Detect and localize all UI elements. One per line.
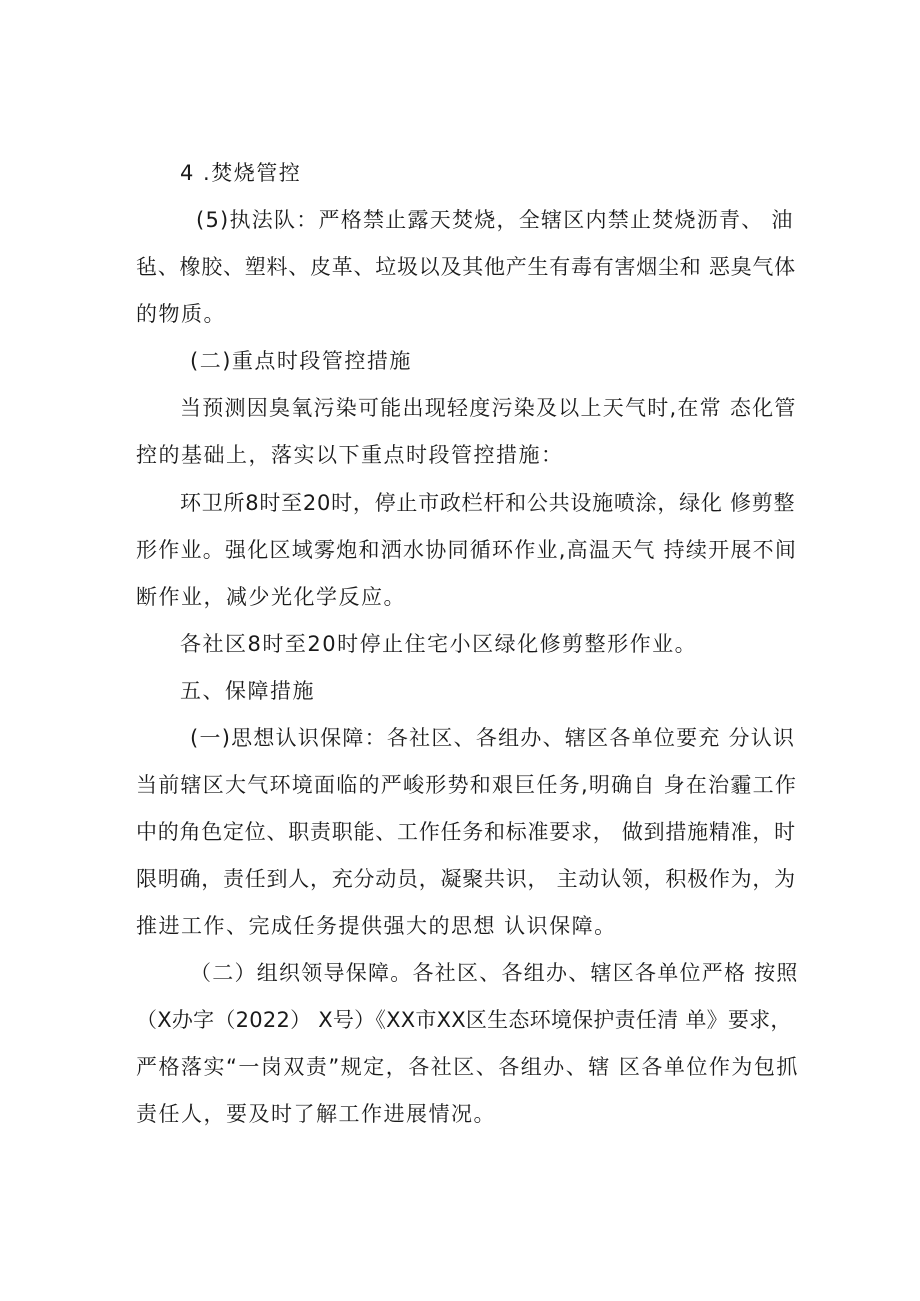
paragraph-line: (5)执法队：严格禁止露天焚烧，全辖区内禁止焚烧沥青、 油 <box>196 208 794 232</box>
paragraph-line: 的物质。 <box>136 302 226 326</box>
paragraph-line: 控的基础上，落实以下重点时段管控措施： <box>136 443 564 467</box>
paragraph-line: 断作业，减少光化学反应。 <box>136 585 406 609</box>
paragraph-line: 推进工作、完成任务提供强大的思想 认识保障。 <box>136 914 617 938</box>
paragraph-line: (一)思想认识保障：各社区、各组办、辖区各单位要充 分认识 <box>190 726 796 750</box>
paragraph-line: 限明确，责任到人，充分动员，凝聚共识， 主动认领，积极作为，为 <box>136 867 796 891</box>
paragraph-line: （二）组织领导保障。各社区、各组办、辖区各单位严格 按照 <box>190 961 799 985</box>
paragraph-line: 各社区8时至20时停止住宅小区绿化修剪整形作业。 <box>180 632 698 656</box>
paragraph-line: 毡、橡胶、塑料、皮革、垃圾以及其他产生有毒有害烟尘和 恶臭气体 <box>136 255 796 279</box>
paragraph-line: 环卫所8时至20时，停止市政栏杆和公共设施喷涂，绿化 修剪整 <box>180 491 796 515</box>
paragraph-line: 形作业。强化区域雾炮和洒水协同循环作业,高温天气 持续开展不间 <box>136 538 798 562</box>
paragraph-line: 严格落实“一岗双责”规定，各社区、各组办、辖 区各单位作为包抓 <box>136 1055 799 1079</box>
paragraph-line: 当预测因臭氧污染可能出现轻度污染及以上天气时,在常 态化管 <box>180 396 797 420</box>
section-heading-safeguard-measures: 五、保障措施 <box>180 679 315 703</box>
paragraph-line: 责任人，要及时了解工作进展情况。 <box>136 1102 496 1126</box>
paragraph-line: （X办字（2022） X号）《XX市XX区生态环境保护责任清 单》要求， <box>136 1008 792 1032</box>
paragraph-line: 当前辖区大气环境面临的严峻形势和艰巨任务,明确自 身在治霾工作 <box>136 773 798 797</box>
section-heading-burning-control: 4 .焚烧管控 <box>180 161 302 185</box>
paragraph-line: 中的角色定位、职责职能、工作任务和标准要求， 做到措施精准，时 <box>136 820 796 844</box>
subheading-key-period-measures: (二)重点时段管控措施 <box>190 349 412 373</box>
